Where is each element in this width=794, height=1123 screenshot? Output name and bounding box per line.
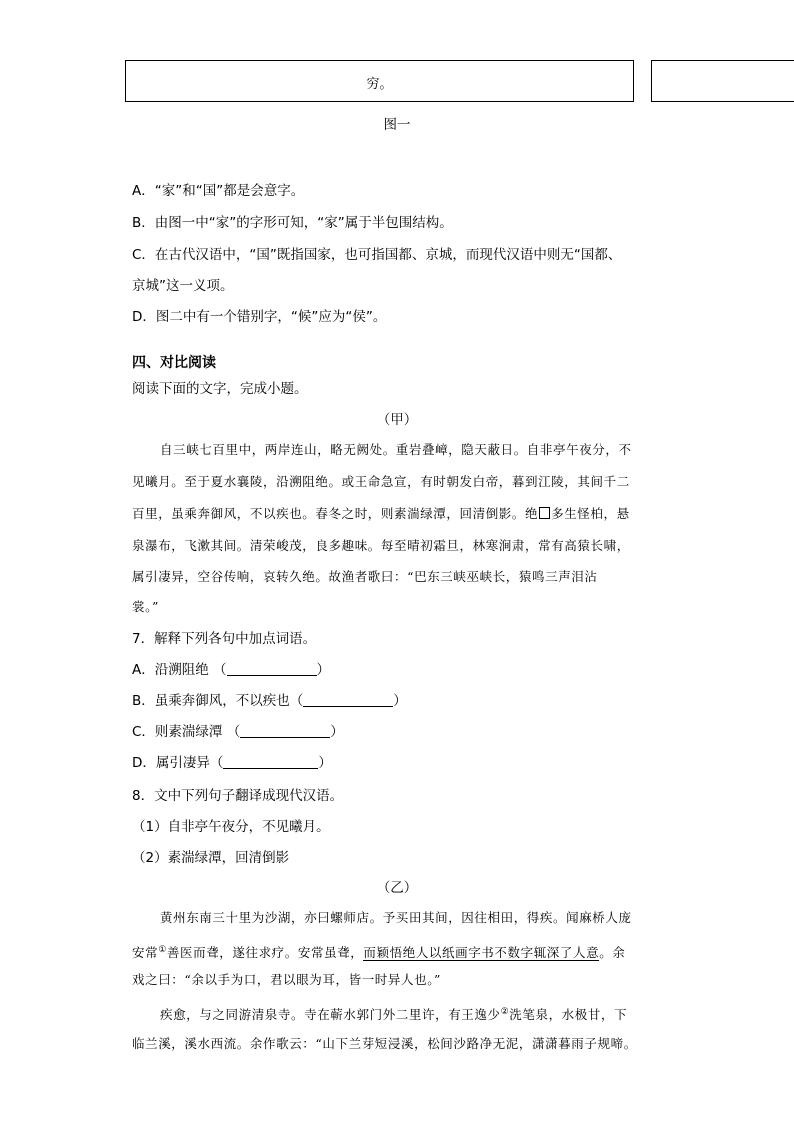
- question-8-stem: 8．文中下列句子翻译成现代汉语。: [132, 788, 344, 804]
- passage-jia-label: （甲）: [376, 412, 418, 428]
- passage-jia-line: 裳。”: [132, 599, 159, 614]
- item-close: ）: [318, 755, 332, 771]
- item-text: A．沿溯阻绝 （: [132, 662, 227, 678]
- option-c-line1: C．在古代汉语中，“国”既指国家，也可指国都、京城，而现代汉语中则无“国都、: [132, 247, 622, 263]
- question-8-sentence-2: （2）素湍绿潭，回清倒影: [132, 850, 290, 866]
- question-8-sentence-1: （1）自非亭午夜分，不见曦月。: [132, 819, 330, 835]
- option-c-line2: 京城”这一义项。: [132, 278, 234, 294]
- passage-yi-text: 善医而聋，遂往求疗。安常虽聋，: [166, 945, 364, 961]
- item-close: ）: [316, 662, 331, 678]
- option-a: A．“家”和“国”都是会意字。: [132, 183, 305, 199]
- figure-fragment-box-right: [651, 60, 794, 102]
- section-instruction: 阅读下面的文字，完成小题。: [132, 381, 308, 397]
- passage-jia-text: 多生怪柏，悬: [551, 506, 630, 521]
- passage-jia-line: 自三峡七百里中，两岸连山，略无阙处。重岩叠嶂，隐天蔽日。自非亭午夜分，不: [160, 442, 632, 457]
- footnote-marker: ①: [158, 945, 167, 955]
- item-text: D．属引凄异（: [132, 755, 224, 771]
- answer-blank[interactable]: [303, 693, 393, 707]
- passage-yi-line: 黄州东南三十里为沙湖，亦曰螺师店。予买田其间，因往相田，得疾。闻麻桥人庞: [160, 910, 632, 925]
- passage-jia-line: 见曦月。至于夏水襄陵，沿溯阻绝。或王命急宣，有时朝发白帝，暮到江陵，其间千二: [132, 474, 630, 489]
- passage-yi-text: 。余: [599, 945, 626, 961]
- question-7-stem: 7．解释下列各句中加点词语。: [132, 631, 317, 647]
- passage-jia-text: 百里，虽乘奔御风，不以疾也。春冬之时，则素湍绿潭，回清倒影。绝: [132, 506, 539, 521]
- passage-yi-label: （乙）: [376, 880, 418, 896]
- passage-yi-text: 洗笔泉，水极甘，下: [509, 1007, 628, 1023]
- passage-yi-text: 疾愈，与之同游清泉寺。寺在蕲水郭门外二里许，有王逸少: [160, 1007, 501, 1023]
- section-title: 四、对比阅读: [132, 355, 216, 371]
- passage-yi-line: 戏之曰：“余以手为口，君以眼为耳，皆一时异人也。”: [132, 972, 442, 987]
- item-text: C．则素湍绿潭 （: [132, 724, 241, 740]
- option-b: B．由图一中“家”的字形可知，“家”属于半包围结构。: [132, 215, 453, 231]
- figure-fragment-box: [125, 60, 634, 102]
- item-close: ）: [393, 693, 407, 709]
- passage-jia-line: [132, 504, 630, 524]
- answer-blank[interactable]: [240, 724, 330, 738]
- footnote-marker: ②: [500, 1007, 510, 1017]
- passage-yi-line: [160, 1002, 627, 1025]
- item-close: ）: [330, 724, 344, 740]
- question-7-item-b: [132, 691, 407, 711]
- missing-character-box: [539, 507, 550, 519]
- figure-caption: 图一: [383, 117, 411, 133]
- question-7-item-a: [132, 660, 330, 680]
- passage-jia-line: 泉瀑布，飞漱其间。清荣峻茂，良多趣味。每至晴初霜旦，林寒涧肃，常有高猿长啸，: [132, 538, 630, 553]
- answer-blank[interactable]: [227, 662, 317, 676]
- passage-yi-line: 临兰溪，溪水西流。余作歌云：“山下兰芽短浸溪，松间沙路净无泥，潇潇暮雨子规啼。: [132, 1036, 637, 1051]
- passage-yi-line: [132, 940, 625, 963]
- passage-jia-line: 属引凄异，空谷传响，哀转久绝。故渔者歌曰：“巴东三峡巫峡长，猿鸣三声泪沾: [132, 569, 598, 584]
- item-text: B．虽乘奔御风，不以疾也（: [132, 693, 304, 709]
- answer-blank[interactable]: [223, 755, 318, 769]
- underlined-sentence: 而颖悟绝人以纸画字书不数字辄深了人意: [363, 945, 600, 961]
- figure-box-text: 穷。: [366, 77, 393, 92]
- question-7-item-d: [132, 753, 332, 773]
- option-d: D．图二中有一个错别字，“候”应为“侯”。: [132, 309, 387, 325]
- question-7-item-c: [132, 722, 344, 742]
- passage-yi-text: 安常: [132, 945, 159, 961]
